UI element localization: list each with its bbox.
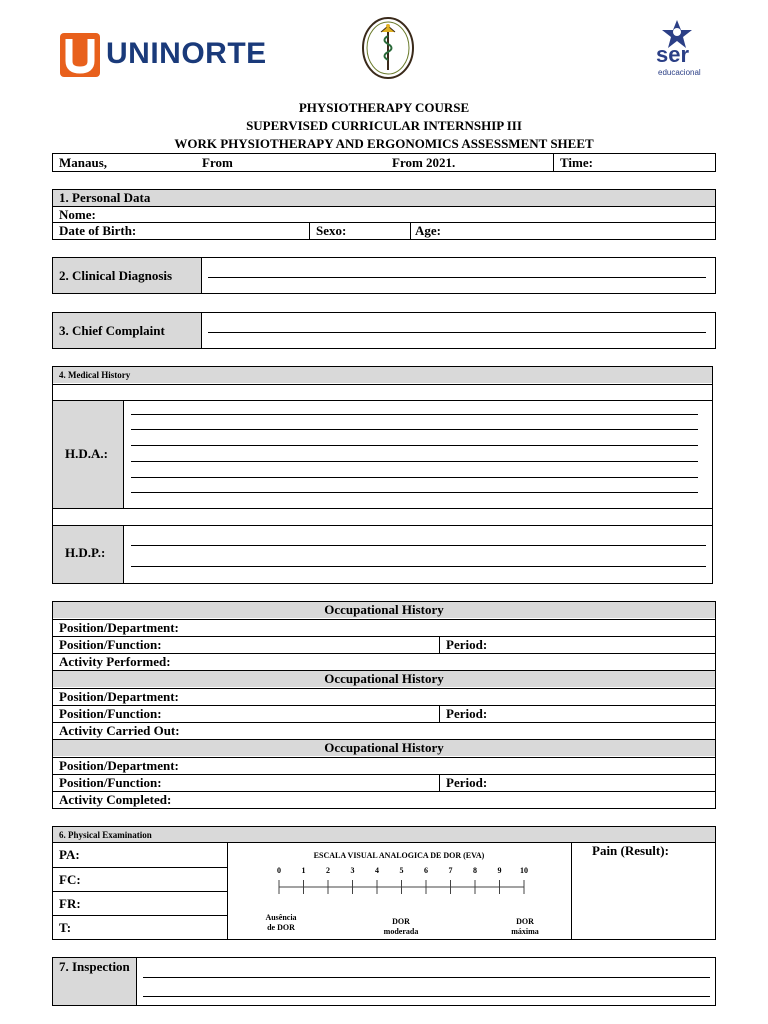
occupational-history-title: Occupational History: [324, 602, 444, 617]
activity-field[interactable]: Activity Performed:: [59, 654, 171, 669]
physiotherapy-emblem-icon: [361, 16, 415, 80]
eva-number-6: 6: [424, 866, 428, 875]
inspection-title: 7. Inspection: [59, 959, 130, 974]
eva-number-5: 5: [399, 866, 404, 875]
scale-mid-label-2: moderada: [383, 927, 419, 936]
inspection-line[interactable]: [143, 977, 710, 978]
title-line-2: SUPERVISED CURRICULAR INTERNSHIP III: [246, 118, 522, 133]
position-function-field[interactable]: Position/Function:: [59, 637, 162, 652]
hda-line[interactable]: [131, 414, 698, 415]
activity-field[interactable]: Activity Completed:: [59, 792, 172, 807]
hdp-line[interactable]: [131, 545, 706, 546]
occupational-history-title: Occupational History: [324, 671, 444, 686]
chief-complaint-line[interactable]: [208, 332, 706, 333]
eva-number-10: 10: [520, 866, 528, 875]
name-field[interactable]: Nome:: [59, 207, 96, 222]
chief-complaint-title: 3. Chief Complaint: [59, 323, 165, 338]
dob-field[interactable]: Date of Birth:: [59, 223, 137, 238]
clinical-diagnosis-line[interactable]: [208, 277, 706, 278]
hda-line[interactable]: [131, 492, 698, 493]
inspection-section: [52, 957, 716, 1006]
position-department-field[interactable]: Position/Department:: [59, 758, 179, 773]
personal-data-section: [52, 189, 716, 240]
physical-examination-section: [52, 826, 716, 940]
position-function-field[interactable]: Position/Function:: [59, 775, 162, 790]
clinical-diagnosis-title: 2. Clinical Diagnosis: [59, 268, 173, 283]
clinical-diagnosis-section: [52, 257, 716, 294]
sex-field[interactable]: Sexo:: [316, 223, 347, 238]
eva-number-0: 0: [277, 866, 281, 875]
uninorte-logo: [60, 33, 270, 79]
inspection-line[interactable]: [143, 996, 710, 997]
pa-field[interactable]: PA:: [59, 847, 80, 862]
from-label[interactable]: From: [202, 155, 233, 170]
uninorte-wordmark: UNINORTE: [106, 37, 267, 70]
hda-line[interactable]: [131, 461, 698, 462]
scale-low-label-1: Ausência: [265, 913, 297, 922]
period-field[interactable]: Period:: [446, 637, 488, 652]
date-row: [52, 153, 716, 172]
scale-high-label-1: DOR: [516, 917, 534, 926]
hda-line[interactable]: [131, 429, 698, 430]
eva-number-1: 1: [301, 866, 306, 875]
chief-complaint-section: [52, 312, 716, 349]
occupational-history-title: Occupational History: [324, 740, 444, 755]
occupational-history-section: [52, 601, 716, 809]
hda-label: H.D.A.:: [65, 446, 108, 461]
city-label: Manaus,: [59, 155, 108, 170]
time-label[interactable]: Time:: [560, 155, 593, 170]
title-line-3: WORK PHYSIOTHERAPY AND ERGONOMICS ASSESSMENT SHEET: [174, 136, 594, 151]
medical-history-title: 4. Medical History: [59, 370, 131, 380]
eva-scale[interactable]: [277, 865, 528, 905]
from-year-label[interactable]: From 2021.: [392, 155, 456, 170]
t-field[interactable]: T:: [59, 920, 72, 935]
eva-scale-title: ESCALA VISUAL ANALOGICA DE DOR (EVA): [313, 851, 485, 860]
physical-examination-title: 6. Physical Examination: [59, 830, 152, 840]
ser-wordmark: ser: [656, 42, 690, 67]
scale-high-label-2: máxima: [511, 927, 539, 936]
eva-number-8: 8: [473, 866, 477, 875]
activity-field[interactable]: Activity Carried Out:: [59, 723, 180, 738]
position-function-field[interactable]: Position/Function:: [59, 706, 162, 721]
position-department-field[interactable]: Position/Department:: [59, 689, 179, 704]
period-field[interactable]: Period:: [446, 775, 488, 790]
eva-number-9: 9: [497, 866, 502, 875]
hda-line[interactable]: [131, 477, 698, 478]
fr-field[interactable]: FR:: [59, 896, 81, 911]
scale-low-label-2: de DOR: [267, 923, 295, 932]
period-field[interactable]: Period:: [446, 706, 488, 721]
hda-line[interactable]: [131, 445, 698, 446]
hdp-label: H.D.P.:: [65, 545, 106, 560]
ser-educacional-logo: [652, 18, 702, 80]
scale-mid-label-1: DOR: [392, 917, 410, 926]
medical-history-section: [52, 366, 713, 584]
eva-number-2: 2: [326, 866, 330, 875]
eva-number-4: 4: [375, 866, 379, 875]
eva-number-3: 3: [350, 866, 355, 875]
title-line-1: PHYSIOTHERAPY COURSE: [298, 100, 470, 115]
eva-scale-svg: [274, 865, 529, 905]
personal-data-title: 1. Personal Data: [59, 190, 151, 205]
uninorte-u-icon: [60, 33, 100, 77]
eva-number-7: 7: [448, 866, 453, 875]
position-department-field[interactable]: Position/Department:: [59, 620, 179, 635]
hdp-line[interactable]: [131, 566, 706, 567]
fc-field[interactable]: FC:: [59, 872, 81, 887]
age-field[interactable]: Age:: [415, 223, 441, 238]
educacional-wordmark: educacional: [658, 68, 701, 77]
pain-result-field[interactable]: Pain (Result):: [592, 843, 669, 858]
